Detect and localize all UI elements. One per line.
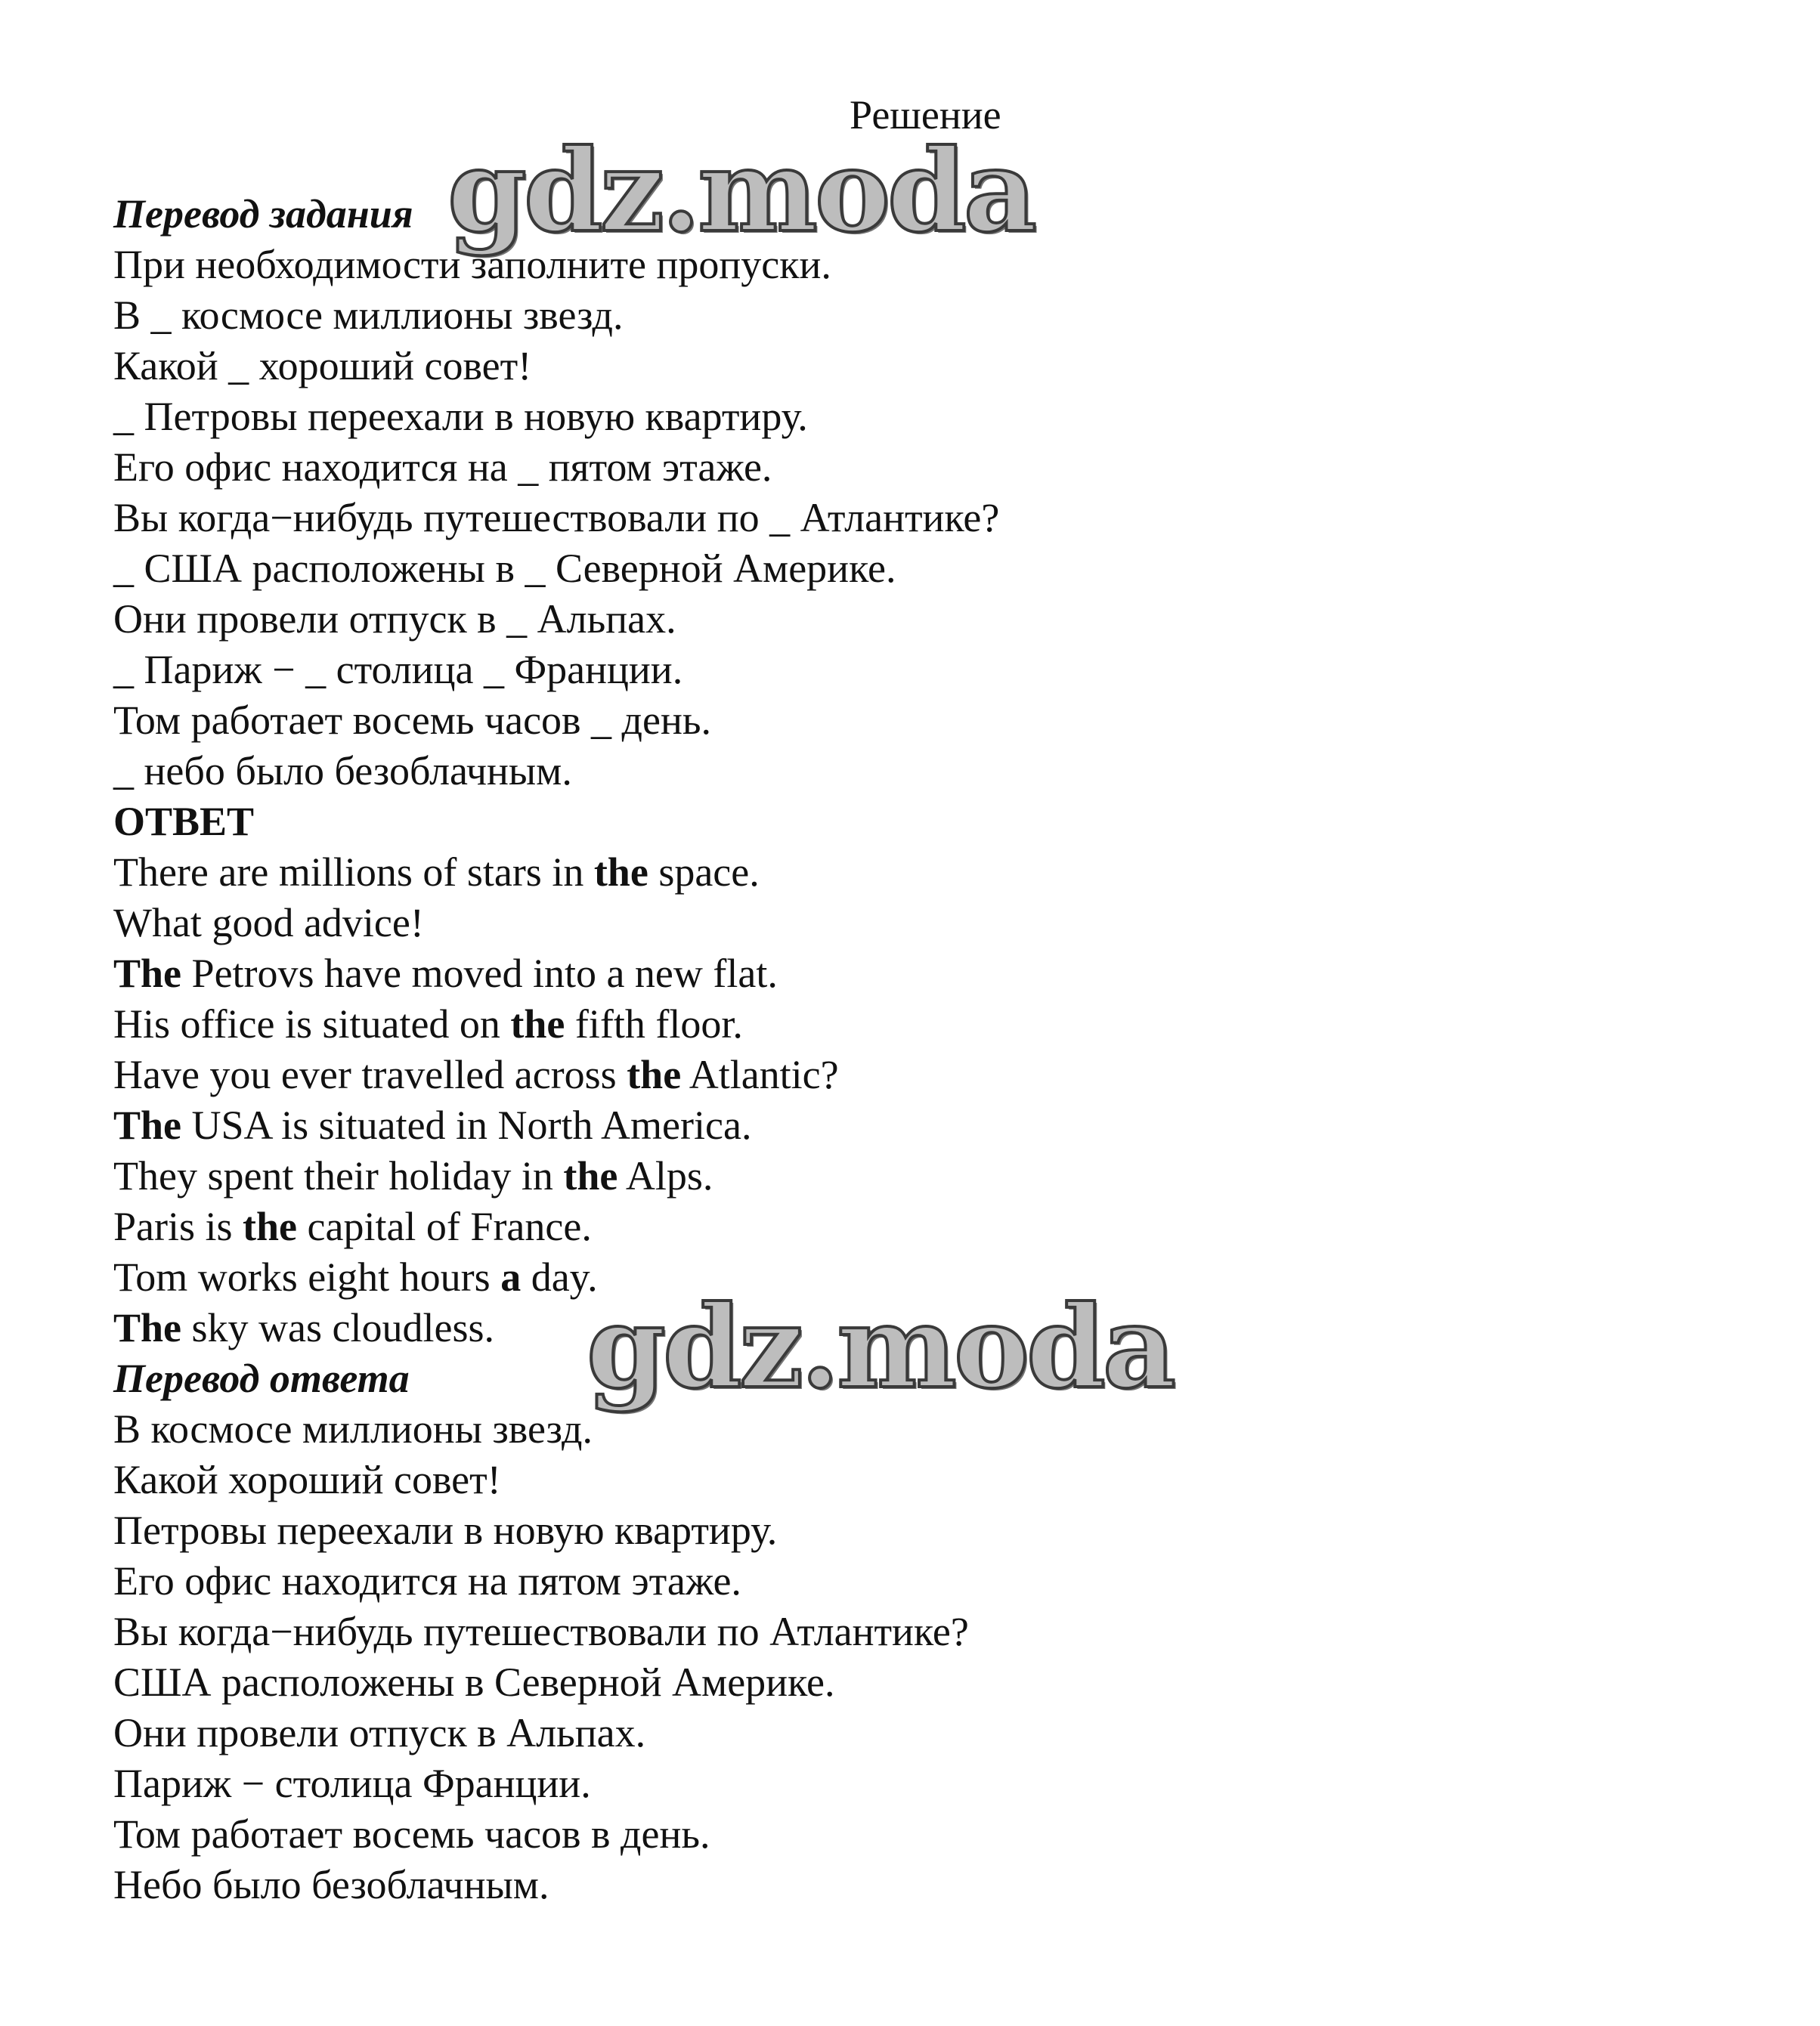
answer-text-before: His office is situated on: [113, 1001, 511, 1047]
answer-text-before: What good advice!: [113, 900, 424, 945]
task-line: _ Париж − _ столица _ Франции.: [113, 647, 683, 692]
translation-line: США расположены в Северной Америке.: [113, 1659, 835, 1705]
answer-article: the: [243, 1204, 298, 1249]
answer-text-after: Petrovs have moved into a new flat.: [181, 951, 778, 996]
translation-line: Небо было безоблачным.: [113, 1862, 549, 1907]
task-line: Том работает восемь часов _ день.: [113, 698, 712, 743]
answer-article: the: [563, 1153, 618, 1199]
answer-line: [113, 898, 1738, 948]
task-line: _ США расположены в _ Северной Америке.: [113, 546, 896, 591]
answer-text-after: sky was cloudless.: [181, 1305, 494, 1350]
task-line: Они провели отпуск в _ Альпах.: [113, 596, 676, 642]
task-translation-heading: Перевод задания: [113, 191, 413, 237]
answer-line: [113, 1151, 1738, 1202]
answer-text-after: capital of France.: [297, 1204, 592, 1249]
answer-text-before: Paris is: [113, 1204, 243, 1249]
task-line: При необходимости заполните пропуски.: [113, 242, 831, 287]
translation-line: Они провели отпуск в Альпах.: [113, 1710, 646, 1755]
answer-translation-heading: Перевод ответа: [113, 1356, 410, 1401]
answer-text-before: Tom works eight hours: [113, 1254, 501, 1300]
answer-text-after: fifth floor.: [565, 1001, 743, 1047]
translation-line: Вы когда−нибудь путешествовали по Атлантике?: [113, 1609, 969, 1654]
task-line: Его офис находится на _ пятом этаже.: [113, 444, 772, 490]
translation-line: Какой хороший совет!: [113, 1457, 501, 1502]
answer-article: the: [627, 1052, 682, 1097]
answer-article: The: [113, 1305, 182, 1350]
answer-line: [113, 1202, 1738, 1252]
answer-article: The: [113, 1103, 182, 1148]
answer-line: [113, 948, 1738, 999]
answer-line: [113, 999, 1738, 1050]
answer-article: The: [113, 951, 182, 996]
answer-text-before: They spent their holiday in: [113, 1153, 564, 1199]
answer-line: [113, 1050, 1738, 1100]
answer-article: the: [593, 849, 648, 895]
task-line: В _ космосе миллионы звезд.: [113, 292, 624, 338]
answer-line: [113, 847, 1738, 898]
task-line: _ Петровы переехали в новую квартиру.: [113, 394, 808, 439]
answer-text-before: Have you ever travelled across: [113, 1052, 627, 1097]
answer-text-after: USA is situated in North America.: [181, 1103, 752, 1148]
translation-line: Париж − столица Франции.: [113, 1761, 591, 1806]
watermark-logo-bottom: gdz.moda: [587, 1281, 1174, 1414]
answer-text-after: space.: [648, 849, 760, 895]
task-line: Вы когда−нибудь путешествовали по _ Атлантике?: [113, 495, 1000, 540]
answer-text-after: day.: [521, 1254, 598, 1300]
solution-content: [113, 189, 1738, 1910]
translation-line: Том работает восемь часов в день.: [113, 1811, 710, 1857]
answer-text-before: There are millions of stars in: [113, 849, 594, 895]
translation-line: В космосе миллионы звезд.: [113, 1406, 593, 1452]
task-line: _ небо было безоблачным.: [113, 748, 572, 793]
answer-text-after: Atlantic?: [681, 1052, 839, 1097]
task-line: Какой _ хороший совет!: [113, 343, 532, 388]
answer-article: the: [510, 1001, 565, 1047]
translation-line: Его офис находится на пятом этаже.: [113, 1558, 741, 1604]
answer-text-after: Alps.: [618, 1153, 713, 1199]
answer-article: a: [500, 1254, 522, 1300]
answer-line: [113, 1100, 1738, 1151]
page-title: Решение: [850, 92, 1001, 138]
translation-line: Петровы переехали в новую квартиру.: [113, 1508, 778, 1553]
answer-heading: ОТВЕТ: [113, 799, 255, 844]
watermark-logo-top: gdz.moda: [447, 125, 1035, 258]
